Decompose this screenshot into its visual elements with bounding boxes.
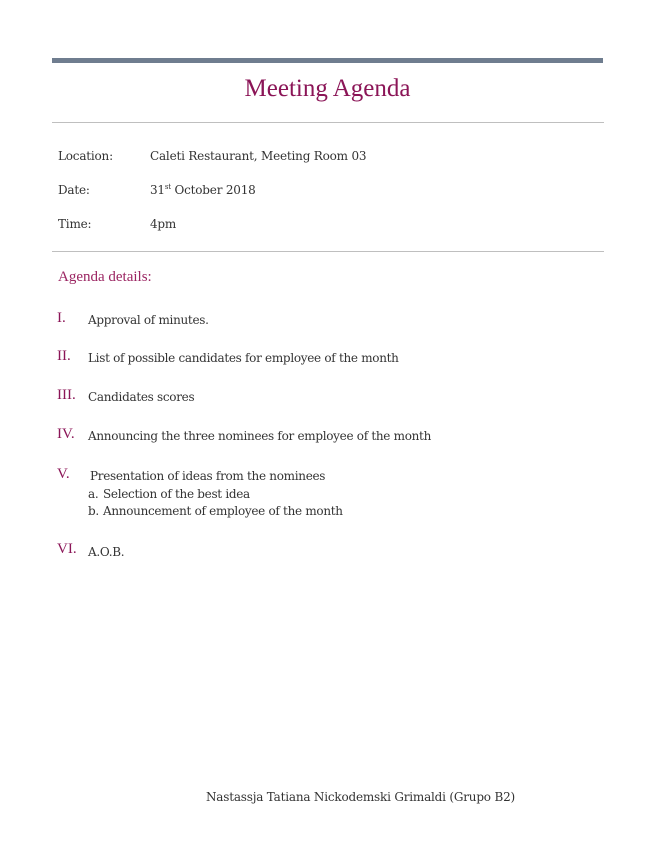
agenda-item-number: IV.	[57, 426, 75, 442]
agenda-subitem	[88, 504, 343, 518]
subitem-text: Selection of the best idea	[103, 487, 250, 501]
agenda-item-number: VI.	[57, 541, 77, 557]
info-divider	[52, 251, 604, 252]
top-rule	[52, 58, 603, 63]
title-divider	[52, 122, 604, 123]
agenda-item-text: Approval of minutes.	[88, 313, 209, 327]
date-suffix: st	[164, 183, 171, 191]
agenda-subitem	[88, 487, 250, 501]
footer-author: Nastassja Tatiana Nickodemski Grimaldi (Grupo B2)	[206, 790, 515, 804]
time-label: Time:	[58, 217, 92, 231]
agenda-item-text: Candidates scores	[88, 390, 195, 404]
agenda-item-number: II.	[57, 348, 71, 364]
agenda-item-text: A.O.B.	[88, 545, 125, 559]
agenda-item-text: Presentation of ideas from the nominees	[90, 469, 326, 483]
location-value: Caleti Restaurant, Meeting Room 03	[150, 149, 367, 163]
agenda-item-text: Announcing the three nominees for employee of the month	[88, 429, 432, 443]
date-label: Date:	[58, 183, 90, 197]
date-day: 31	[150, 183, 165, 197]
agenda-item-number: I.	[57, 310, 66, 326]
time-value: 4pm	[150, 217, 177, 231]
location-label: Location:	[58, 149, 113, 163]
page-title: Meeting Agenda	[244, 75, 411, 102]
agenda-item-number: III.	[57, 387, 76, 403]
subitem-mark: b.	[88, 504, 99, 518]
subitem-mark: a.	[88, 487, 99, 501]
date-value	[150, 183, 256, 197]
subitem-text: Announcement of employee of the month	[103, 504, 343, 518]
agenda-item-number: V.	[57, 466, 70, 482]
agenda-item-text: List of possible candidates for employee of the month	[88, 351, 399, 365]
date-rest: October 2018	[170, 183, 256, 197]
agenda-heading: Agenda details:	[58, 269, 152, 285]
